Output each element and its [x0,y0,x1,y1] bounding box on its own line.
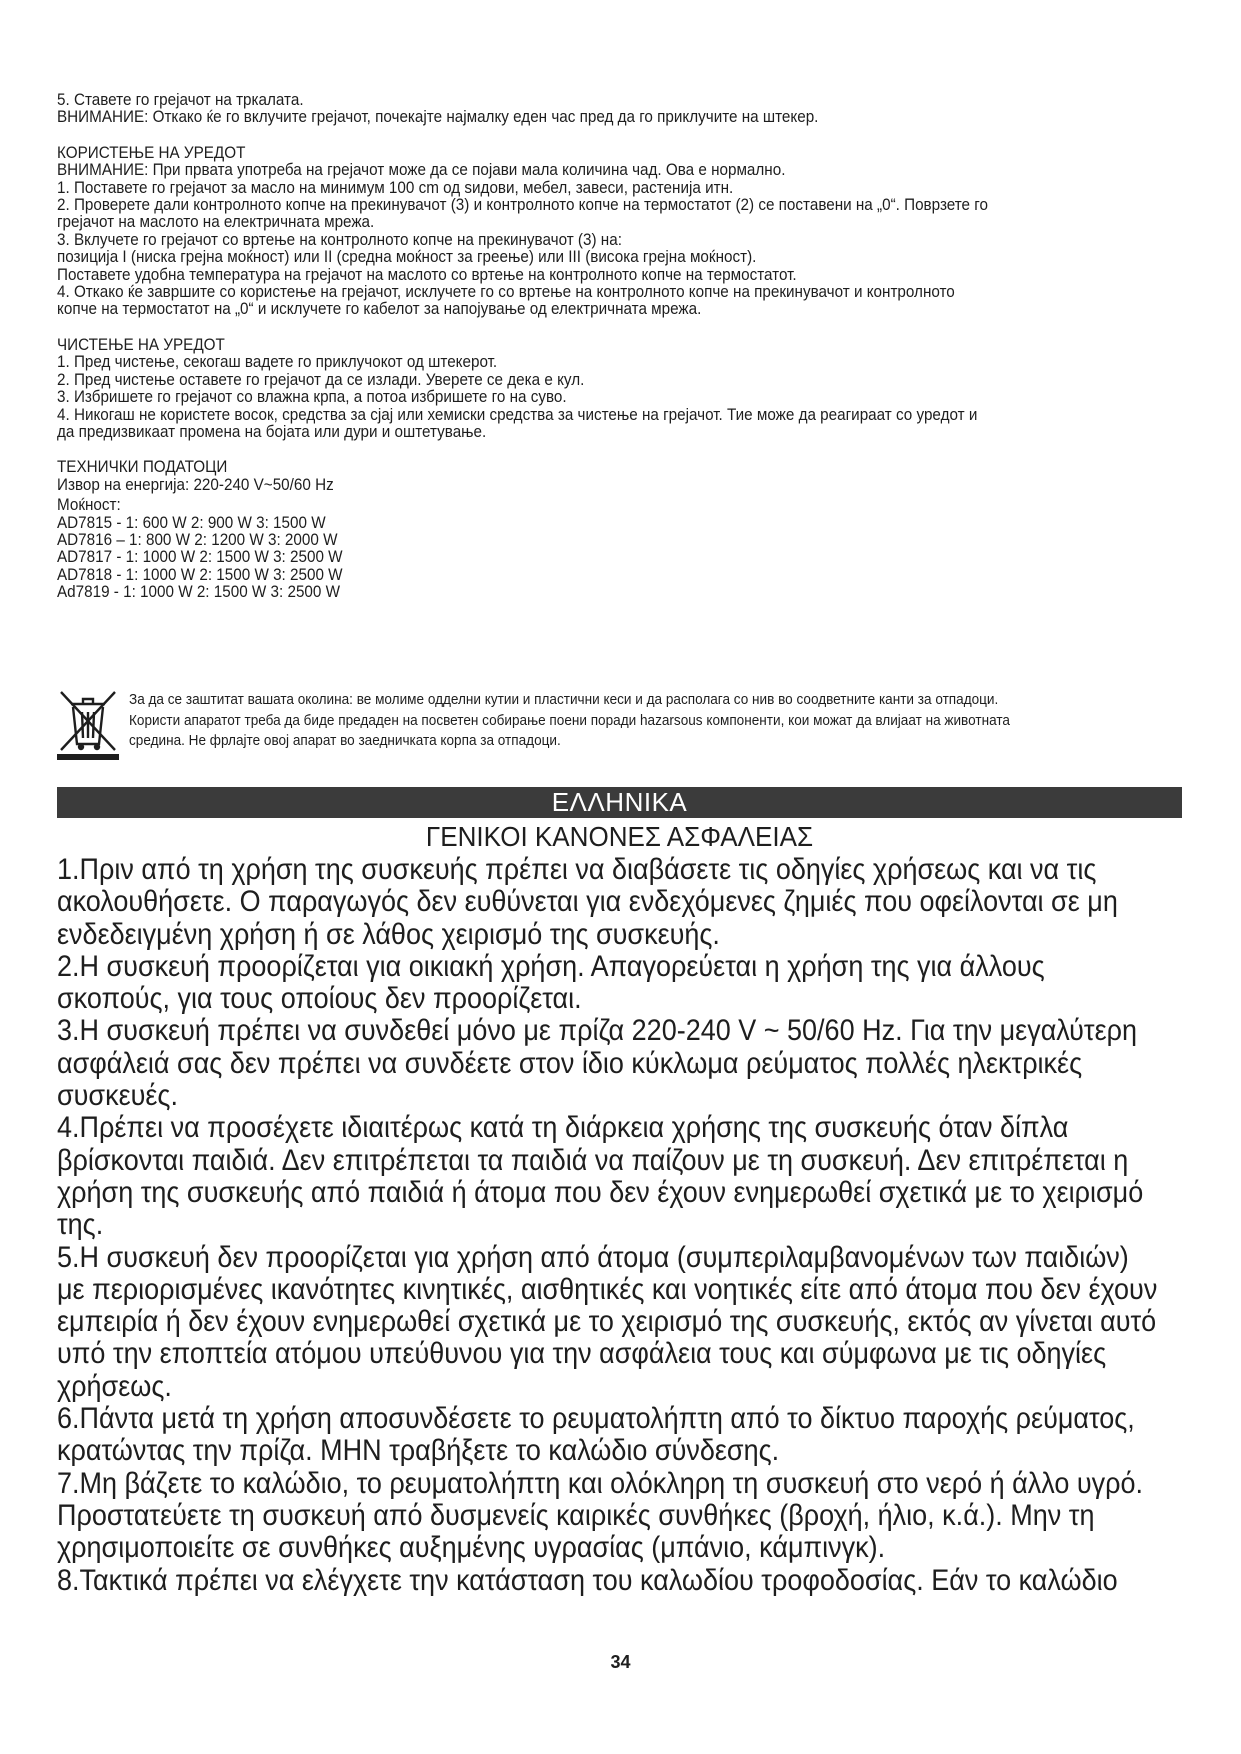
tech-heading: ТЕХНИЧКИ ПОДАТОЦИ [57,458,228,477]
weee-line: Користи апаратот треба да биде предаден на посветен собирање поени поради hazarsous компоненти, кои можат да влијаат на животната [129,712,1010,729]
usage-line: ВНИМАНИЕ: При првата употреба на грејачот може да се појави мала количина чад. Ова е нормално. [57,161,786,180]
rule-line: βρίσκονται παιδιά. Δεν επιτρέπεται τα παιδιά να παίζουν με τη συσκευή. Δεν επιτρέπεται η [57,1143,1129,1177]
rule-line: συσκευές. [57,1079,178,1113]
model-spec: AD7818 - 1: 1000 W 2: 1500 W 3: 2500 W [57,565,343,584]
rule-line: σκοπούς, για τους οποίους δεν προορίζεται. [57,982,582,1016]
weee-text [129,690,1199,752]
language-banner: ΕΛΛΗΝΙΚΑ [57,787,1182,818]
rule-line: της. [57,1208,104,1242]
rule-line: 6.Πάντα μετά τη χρήση αποσυνδέσετε το ρευματολήπτη από το δίκτυο παροχής ρεύματος, [57,1402,1135,1436]
model-spec: AD7816 – 1: 800 W 2: 1200 W 3: 2000 W [57,530,338,549]
rule-line: 7.Μη βάζετε το καλώδιο, το ρευματολήπτη και ολόκληρη τη συσκευή στο νερό ή άλλο υγρό. [57,1466,1143,1500]
safety-rules [57,854,1182,1597]
power-source: Извор на енергија: 220-240 V~50/60 Hz [57,475,334,494]
cleaning-line: 1. Пред чистење, секогаш вадете го приклучокот од штекерот. [57,353,498,372]
greek-section [57,820,1182,1597]
rule-line: 5.Η συσκευή δεν προορίζεται για χρήση από άτομα (συμπεριλαμβανομένων των παιδιών) [57,1240,1129,1274]
rule-line: 4.Πρέπει να προσέχετε ιδιαιτέρως κατά τη διάρκεια χρήσης της συσκευής όταν δίπλα [57,1111,1069,1145]
usage-line: позиција I (ниска грејна моќност) или II (средна моќност за греење) или III (висока грејна моќност). [57,248,757,267]
weee-line: средина. Не фрлајте овој апарат во заедничката корпа за отпадоци. [129,733,561,749]
cleaning-heading: ЧИСТЕЊЕ НА УРЕДОТ [57,335,225,354]
rule-line: χρήσεως. [57,1369,172,1403]
macedonian-section [57,92,1182,602]
page-number: 34 [610,1652,631,1672]
rule-line: με περιορισμένες ικανότητες κινητικές, αισθητικές και νοητικές είτε από άτομα που δεν έχουν [57,1272,1158,1306]
weee-line: За да се заштитат вашата околина: ве молиме одделни кутии и пластични кеси и да располага со нив во соодветните канти за отпадоци. [129,692,999,708]
crossed-out-bin-icon [57,688,119,760]
weee-notice [57,688,1182,772]
usage-line: копче на термостатот на „0“ и исклучете го кабелот за напојување од електричната мрежа. [57,300,702,319]
cleaning-line: 4. Никогаш не користете восок, средства за сјај или хемиски средства за чистење на грејачот. Тие може да реагираат со уредот и [57,405,978,424]
rule-line: Προστατεύετε τη συσκευή από δυσμενείς καιρικές συνθήκες (βροχή, ήλιο, κ.ά.). Μην τη [57,1498,1095,1532]
intro-line: ВНИМАНИЕ: Откако ќе го вклучите грејачот, почекајте најмалку еден час пред да го приклучите на штекер. [57,108,819,127]
usage-line: 3. Вклучете го грејачот со вртење на контролното копче на прекинувачот (3) на: [57,230,622,249]
section-title: ΓΕΝΙΚΟΙ ΚΑΝΟΝΕΣ ΑΣΦΑΛΕΙΑΣ [425,821,814,852]
usage-line: 1. Поставете го грејачот за масло на минимум 100 cm од ѕидови, мебел, завеси, растенија итн. [57,178,734,197]
model-spec: AD7817 - 1: 1000 W 2: 1500 W 3: 2500 W [57,548,343,567]
macedonian-text [57,92,1182,602]
cleaning-line: 3. Избришете го грејачот со влажна крпа, а потоа избришете го на суво. [57,388,567,407]
rule-line: ακολουθήσετε. Ο παραγωγός δεν ευθύνεται για ενδεχόμενες ζημιές που οφείλονται σε μη [57,885,1118,919]
usage-line: грејачот на маслото на електричната мрежа. [57,213,375,232]
usage-line: 4. Откако ќе завршите со користење на грејачот, исклучете го со вртење на контролното копче на прекинувачот и контролното [57,283,955,302]
usage-line: Поставете удобна температура на грејачот на маслото со вртење на контролното копче на термостатот. [57,265,797,284]
rule-line: ασφάλειά σας δεν πρέπει να συνδέετε στον ίδιο κύκλωμα ρεύματος πολλές ηλεκτρικές [57,1046,1083,1080]
cleaning-line: да предизвикаат промена на бојата или дури и оштетување. [57,422,487,441]
rule-line: 8.Τακτικά πρέπει να ελέγχετε την κατάσταση του καλωδίου τροφοδοσίας. Εάν το καλώδιο [57,1563,1118,1597]
rule-line: ενδεδειγμένη χρήση ή σε λάθος χειρισμό της συσκευής. [57,917,720,951]
usage-heading: КОРИСТЕЊЕ НА УРЕДОТ [57,143,246,162]
rule-line: 3.Η συσκευή πρέπει να συνδεθεί μόνο με πρίζα 220-240 V ~ 50/60 Hz. Για την μεγαλύτερη [57,1014,1137,1048]
cleaning-line: 2. Пред чистење оставете го грејачот да се излади. Уверете се дека е кул. [57,370,585,389]
rule-line: 1.Πριν από τη χρήση της συσκευής πρέπει να διαβάσετε τις οδηγίες χρήσεως και να τις [57,853,1097,886]
intro-line: 5. Ставете го грејачот на тркалата. [57,91,304,109]
rule-line: εμπειρία ή δεν έχουν ενημερωθεί σχετικά με το χειρισμό της συσκευής, εκτός αν γίνεται αυτό [57,1305,1157,1339]
rule-line: υπό την εποπτεία ατόμου υπεύθυνου για την ασφάλεια τους και σύμφωνα με τις οδηγίες [57,1337,1107,1371]
model-spec: AD7815 - 1: 600 W 2: 900 W 3: 1500 W [57,513,326,532]
rule-line: 2.Η συσκευή προορίζεται για οικιακή χρήση. Απαγορεύεται η χρήση της για άλλους [57,949,1045,983]
power-label: Моќност: [57,496,121,515]
rule-line: χρησιμοποιείτε σε συνθήκες αυξημένης υγρασίας (μπάνιο, κάμπινγκ). [57,1531,886,1565]
rule-line: κρατώντας την πρίζα. ΜΗΝ τραβήξετε το καλώδιο σύνδεσης. [57,1434,780,1468]
usage-line: 2. Проверете дали контролното копче на прекинувачот (3) и контролното копче на термостатот (2) се поставени на „0“. Поврзете го [57,196,988,215]
model-spec: Ad7819 - 1: 1000 W 2: 1500 W 3: 2500 W [57,583,341,602]
rule-line: χρήση της συσκευής από παιδιά ή άτομα που δεν έχουν ενημερωθεί σχετικά με το χειρισμό [57,1175,1144,1209]
